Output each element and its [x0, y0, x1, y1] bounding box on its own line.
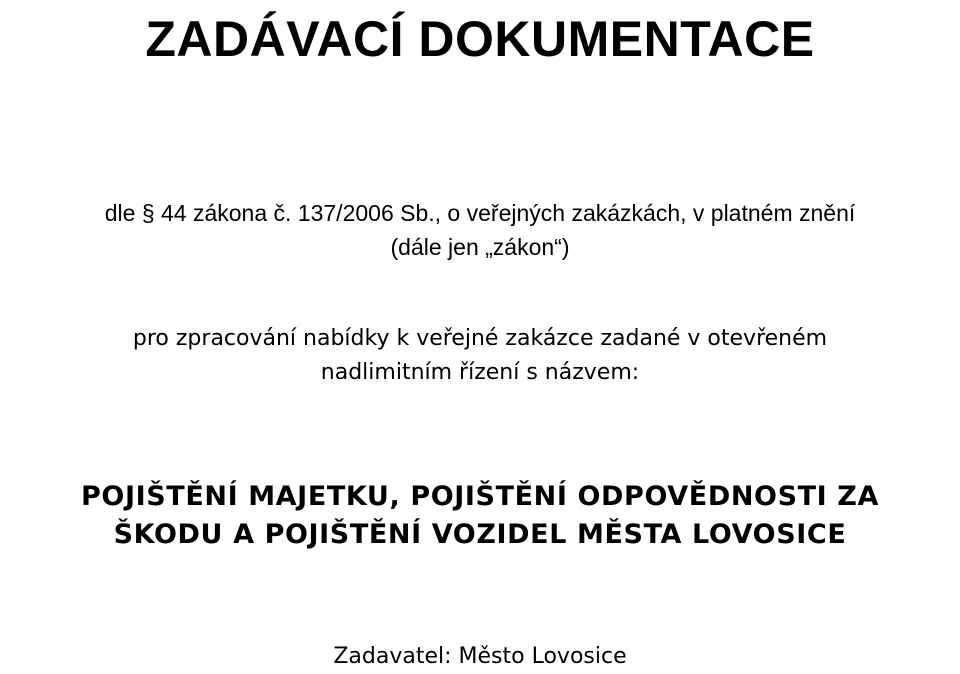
- purpose-line-1: pro zpracování nabídky k veřejné zakázce zadané v otevřeném: [132, 326, 828, 351]
- legal-basis-line-2: (dále jen „zákon“): [390, 234, 570, 260]
- contracting-authority: Zadavatel: Město Lovosice: [333, 644, 627, 669]
- purpose-statement: [0, 322, 960, 390]
- subject-line-1: POJIŠTĚNÍ MAJETKU, POJIŠTĚNÍ ODPOVĚDNOSTI ZA: [81, 481, 879, 512]
- contract-subject: [0, 478, 960, 554]
- subject-line-2: ŠKODU A POJIŠTĚNÍ VOZIDEL MĚSTA LOVOSICE: [113, 519, 847, 550]
- legal-basis-line-1: dle § 44 zákona č. 137/2006 Sb., o veřejných zakázkách, v platném znění: [104, 200, 856, 226]
- purpose-line-2: nadlimitním řízení s názvem:: [320, 360, 640, 385]
- legal-basis: [0, 196, 960, 264]
- document-title: ZADÁVACÍ DOKUMENTACE: [145, 11, 815, 67]
